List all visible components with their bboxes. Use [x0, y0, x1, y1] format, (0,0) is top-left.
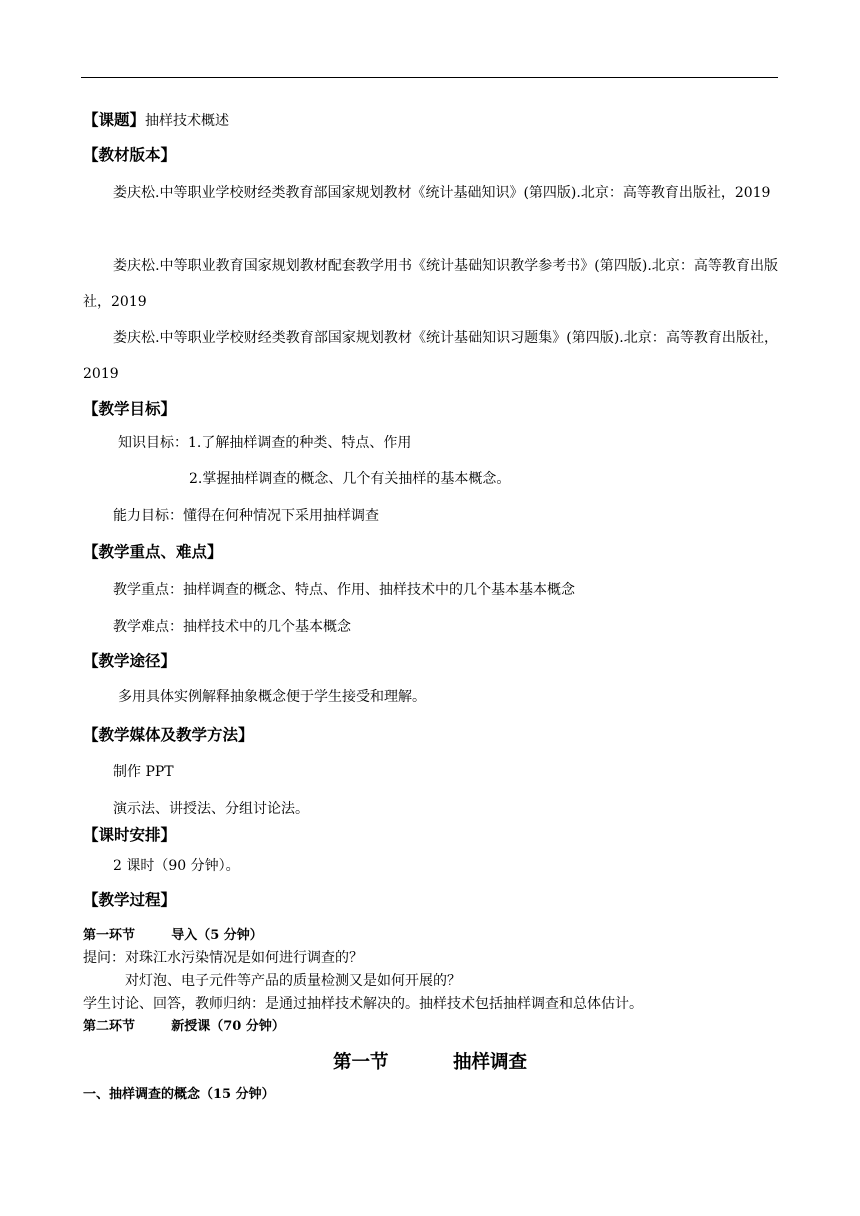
key-points-heading: 【教学重点、难点】 [83, 542, 223, 561]
textbook-ref-1: 娄庆松.中等职业学校财经类教育部国家规划教材《统计基础知识》(第四版).北京：高等教育出版社，2019 [113, 185, 771, 201]
section-title: 第一节 抽样调查 [333, 1052, 527, 1073]
topic-label: 【课题】 [83, 110, 146, 129]
process-heading: 【教学过程】 [83, 890, 177, 909]
key-focus: 教学重点：抽样调查的概念、特点、作用、抽样技术中的几个基本基本概念 [113, 582, 575, 598]
media-heading: 【教学媒体及教学方法】 [83, 725, 254, 744]
media-line-1: 制作 PPT [113, 764, 174, 780]
textbook-heading: 【教材版本】 [83, 145, 177, 164]
header-rule [81, 77, 778, 78]
approach-heading: 【教学途径】 [83, 651, 177, 670]
schedule-heading: 【课时安排】 [83, 825, 177, 844]
schedule-text: 2 课时（90 分钟）。 [113, 858, 240, 874]
step1-title: 第一环节 导入（5 分钟） [83, 928, 263, 943]
media-line-2: 演示法、讲授法、分组讨论法。 [113, 801, 309, 817]
goals-heading: 【教学目标】 [83, 399, 177, 418]
goal-knowledge-1: 知识目标：1.了解抽样调查的种类、特点、作用 [118, 435, 412, 451]
summary-text: 学生讨论、回答，教师归纳：是通过抽样技术解决的。抽样技术包括抽样调查和总体估计。 [83, 996, 643, 1012]
approach-text: 多用具体实例解释抽象概念便于学生接受和理解。 [118, 689, 426, 705]
goal-knowledge-2: 2.掌握抽样调查的概念、几个有关抽样的基本概念。 [189, 471, 511, 487]
textbook-ref-3: 娄庆松.中等职业学校财经类教育部国家规划教材《统计基础知识习题集》(第四版).北京：高等教育出版社，2019 [83, 330, 778, 382]
topic-text: 抽样技术概述 [145, 113, 230, 129]
topic-line [83, 111, 229, 130]
key-difficulty: 教学难点：抽样技术中的几个基本概念 [113, 619, 351, 635]
textbook-ref-2: 娄庆松.中等职业教育国家规划教材配套教学用书《统计基础知识教学参考书》(第四版).北京：高等教育出版社，2019 [83, 258, 778, 310]
step2-title: 第二环节 新授课（70 分钟） [83, 1019, 285, 1034]
goal-ability: 能力目标：懂得在何种情况下采用抽样调查 [113, 508, 379, 524]
question-2: 对灯泡、电子元件等产品的质量检测又是如何开展的？ [125, 973, 461, 989]
subsection-title: 一、抽样调查的概念（15 分钟） [83, 1087, 275, 1102]
question-1: 提问：对珠江水污染情况是如何进行调查的？ [83, 950, 363, 966]
